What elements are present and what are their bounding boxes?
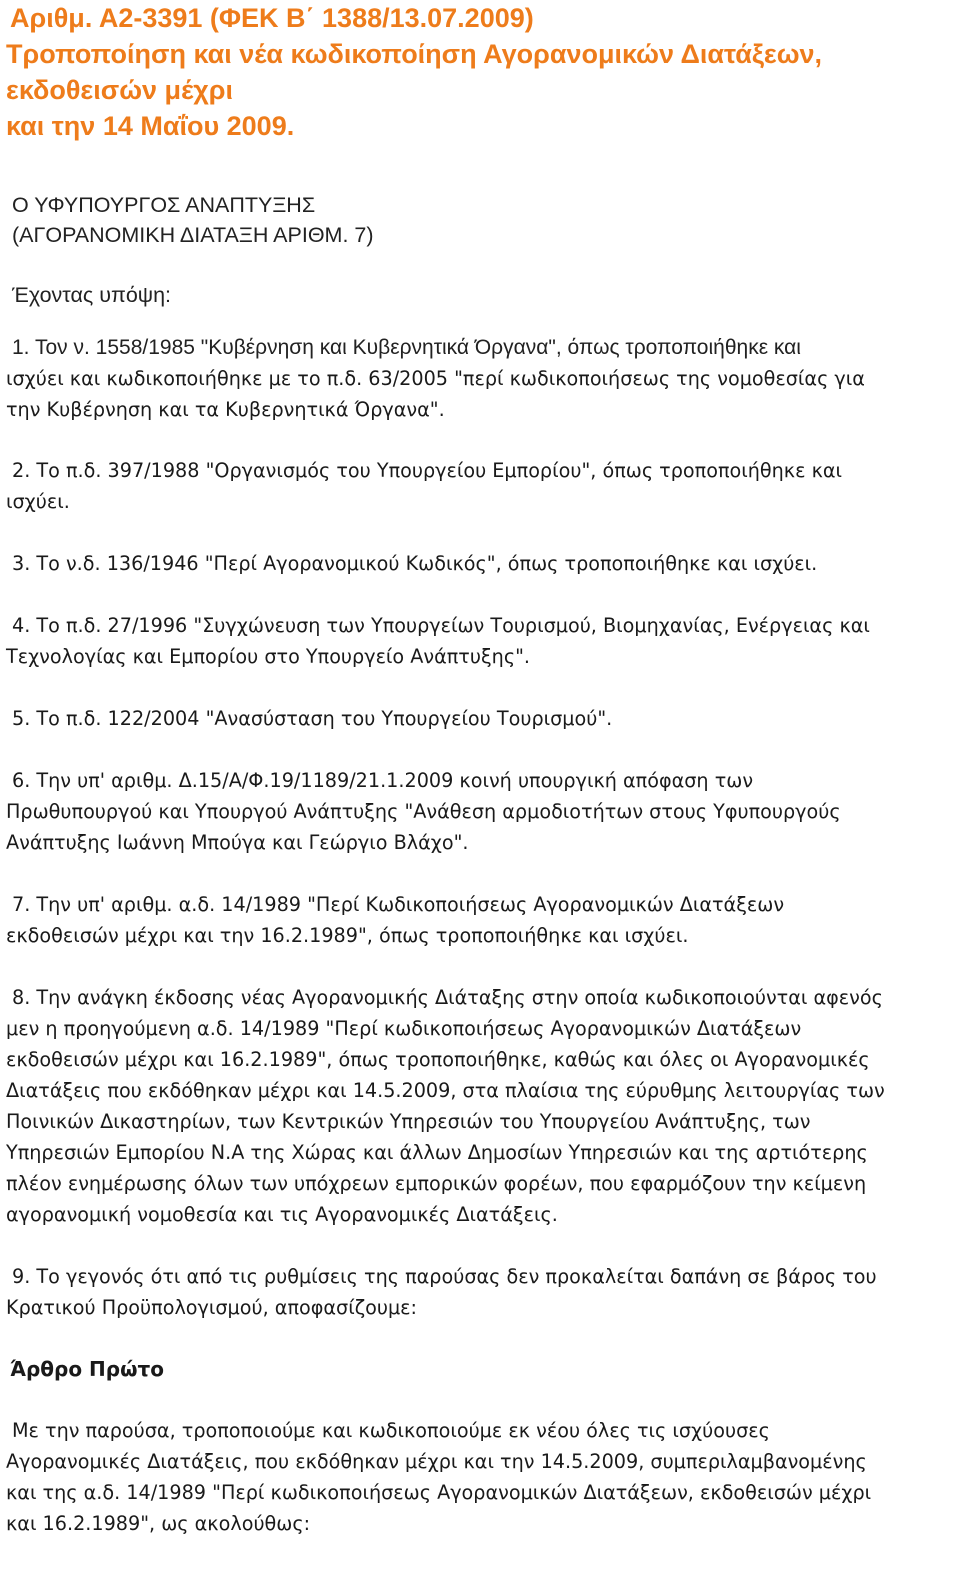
recital-item-5 — [6, 703, 954, 734]
recital-line: Τεχνολογίας και Εμπορίου στο Υπουργείο Ανάπτυξης". — [6, 645, 531, 668]
article-line: Αγορανομικές Διατάξεις, που εκδόθηκαν μέχρι και την 14.5.2009, συμπεριλαμβανομένης — [6, 1450, 867, 1473]
article-line: και 16.2.1989", ως ακολούθως: — [6, 1512, 311, 1535]
recital-line: 5. Το π.δ. 122/2004 "Ανασύσταση του Υπουργείου Τουρισμού". — [12, 707, 613, 730]
recital-line: ισχύει. — [6, 490, 70, 513]
recital-item-6 — [6, 765, 954, 858]
recital-line: Κρατικού Προϋπολογισμού, αποφασίζουμε: — [6, 1296, 418, 1319]
recital-line: μεν η προηγούμενη α.δ. 14/1989 "Περί κωδικοποιήσεως Αγορανομικών Διατάξεων — [6, 1017, 802, 1040]
recital-line: εκδοθεισών μέχρι και την 16.2.1989", όπως τροποποιήθηκε και ισχύει. — [6, 924, 689, 947]
recital-item-9 — [6, 1261, 954, 1323]
article-body — [6, 1415, 954, 1539]
article-heading: Άρθρο Πρώτο — [10, 1357, 164, 1381]
article-line: Με την παρούσα, τροποποιούμε και κωδικοποιούμε εκ νέου όλες τις ισχύουσες — [12, 1419, 770, 1442]
recital-line: πλέον ενημέρωσης όλων των υπόχρεων εμπορικών φορέων, που εφαρμόζουν την κείμενη — [6, 1172, 867, 1195]
recital-line: την Κυβέρνηση και τα Κυβερνητικά Όργανα". — [6, 398, 445, 421]
recital-line: 4. Το π.δ. 27/1996 "Συγχώνευση των Υπουργείων Τουρισμού, Βιομηχανίας, Ενέργειας και — [12, 614, 870, 637]
title-line: Αριθμ. Α2-3391 (ΦΕΚ Β΄ 1388/13.07.2009) — [10, 3, 534, 33]
recital-line: 3. Το ν.δ. 136/1946 "Περί Αγορανομικού Κωδικός", όπως τροποποιήθηκε και ισχύει. — [12, 552, 818, 575]
recital-item-4 — [6, 610, 954, 672]
recital-line: ισχύει και κωδικοποιήθηκε με το π.δ. 63/2005 "περί κωδικοποιήσεως της νομοθεσίας για — [6, 367, 865, 390]
recital-line: Υπηρεσιών Εμπορίου Ν.Α της Χώρας και άλλων Δημοσίων Υπηρεσιών και της αρτιότερης — [6, 1141, 868, 1164]
title-line: Τροποποίηση και νέα κωδικοποίηση Αγορανομικών Διατάξεων, — [6, 39, 823, 69]
recital-line: Ανάπτυξης Ιωάννη Μπούγα και Γεώργιο Βλάχο". — [6, 831, 469, 854]
recital-line: 9. Το γεγονός ότι από τις ρυθμίσεις της παρούσας δεν προκαλείται δαπάνη σε βάρος του — [12, 1265, 877, 1288]
considering-line: Έχοντας υπόψη: — [12, 283, 172, 307]
recital-item-1 — [6, 332, 954, 425]
recital-line: Ποινικών Δικαστηρίων, των Κεντρικών Υπηρεσιών του Υπουργείου Ανάπτυξης, των — [6, 1110, 811, 1133]
article-line: και της α.δ. 14/1989 "Περί κωδικοποιήσεως Αγορανομικών Διατάξεων, εκδοθεισών μέχρι — [6, 1481, 872, 1504]
title-line: και την 14 Μαΐου 2009. — [6, 111, 295, 141]
recital-line: Διατάξεις που εκδόθηκαν μέχρι και 14.5.2009, στα πλαίσια της εύρυθμης λειτουργίας των — [6, 1079, 885, 1102]
authority-block — [6, 190, 954, 310]
recital-line: 8. Την ανάγκη έκδοσης νέας Αγορανομικής Διάταξης στην οποία κωδικοποιούνται αφενός — [12, 986, 883, 1009]
document-title — [6, 0, 954, 144]
recital-line: αγορανομική νομοθεσία και τις Αγορανομικές Διατάξεις. — [6, 1203, 558, 1226]
authority-line: (ΑΓΟΡΑΝΟΜΙΚΗ ΔΙΑΤΑΞΗ ΑΡΙΘΜ. 7) — [12, 223, 374, 247]
recital-line: 7. Την υπ' αριθμ. α.δ. 14/1989 "Περί Κωδικοποιήσεως Αγορανομικών Διατάξεων — [12, 893, 785, 916]
recital-line: 2. Το π.δ. 397/1988 "Οργανισμός του Υπουργείου Εμπορίου", όπως τροποποιήθηκε και — [12, 459, 843, 482]
recital-list — [6, 332, 954, 1539]
recital-item-7 — [6, 889, 954, 951]
recital-line: εκδοθεισών μέχρι και 16.2.1989", όπως τροποποιήθηκε, καθώς και όλες οι Αγορανομικές — [6, 1048, 870, 1071]
recital-item-2 — [6, 455, 954, 517]
recital-item-3 — [6, 548, 954, 579]
title-line: εκδοθεισών μέχρι — [6, 75, 233, 105]
recital-line: 6. Την υπ' αριθμ. Δ.15/Α/Φ.19/1189/21.1.2009 κοινή υπουργική απόφαση των — [12, 769, 754, 792]
recital-line: 1. Τον ν. 1558/1985 "Κυβέρνηση και Κυβερνητικά Όργανα", όπως τροποποιήθηκε και — [12, 336, 801, 359]
recital-line: Πρωθυπουργού και Υπουργού Ανάπτυξης "Ανάθεση αρμοδιοτήτων στους Υφυπουργούς — [6, 800, 841, 823]
recital-item-8 — [6, 982, 954, 1230]
authority-line: Ο ΥΦΥΠΟΥΡΓΟΣ ΑΝΑΠΤΥΞΗΣ — [12, 193, 316, 217]
